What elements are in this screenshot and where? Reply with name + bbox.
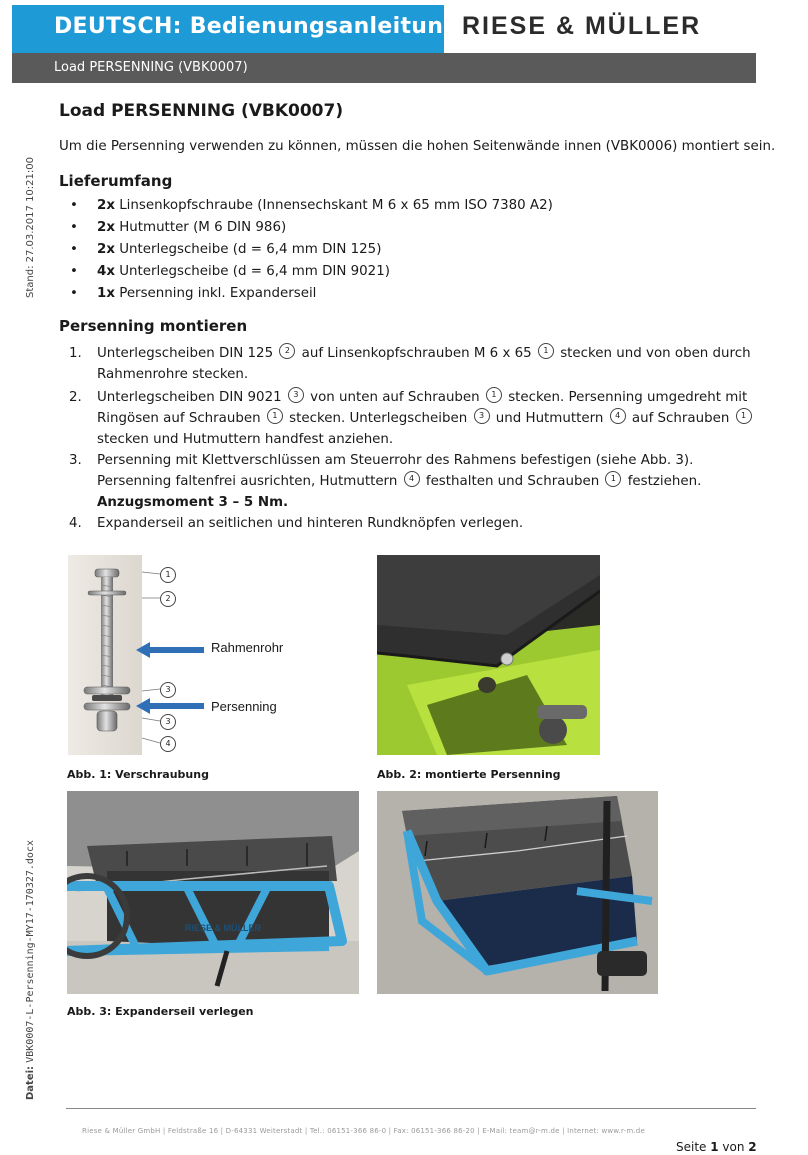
list-item: • 2x Hutmutter (M 6 DIN 986) xyxy=(68,218,553,240)
figure-3b-photo xyxy=(377,791,658,994)
file-label: Datei: xyxy=(25,1065,36,1100)
page-number: Seite 1 von 2 xyxy=(676,1140,757,1154)
mounted-cover-illustration xyxy=(377,555,600,755)
callout-number: 1 xyxy=(160,567,176,583)
steps-list xyxy=(60,343,780,534)
page-title: Load PERSENNING (VBK0007) xyxy=(59,101,344,121)
footer-address: Riese & Müller GmbH | Feldstraße 16 | D-64331 Weiterstadt | Tel.: 06151-366 86-0 | Fax: 06151-366 86-20 | E-Mail: team@r-m.de | Internet: www.r-m.de xyxy=(82,1127,645,1135)
frame-brand-label: RIESE & MÜLLER xyxy=(185,923,262,933)
bolt-illustration xyxy=(68,555,142,755)
list-item: • 4x Unterlegscheibe (d = 6,4 mm DIN 9021) xyxy=(68,262,553,284)
figure-3a-photo xyxy=(67,791,359,994)
scope-list xyxy=(68,196,553,306)
callout-number: 4 xyxy=(160,736,176,752)
part-marker: 3 xyxy=(288,387,304,403)
figure-2-photo xyxy=(377,555,600,755)
caption-figure-1: Abb. 1: Verschraubung xyxy=(67,768,209,781)
torque-spec: Anzugsmoment 3 – 5 Nm. xyxy=(97,495,289,510)
step-3: 3. Persenning mit Klettverschlüssen am Steuerrohr des Rahmens befestigen (siehe Abb. 3). Persenning faltenfrei ausrichten, Hutmuttern 4 festhalten und Schrauben 1 festziehen. Anzugsmoment 3 – 5 Nm. xyxy=(69,453,702,510)
list-item: • 1x Persenning inkl. Expanderseil xyxy=(68,284,553,306)
brand-logo: RIESE & MÜLLER xyxy=(462,12,702,40)
cargo-bike-front-illustration xyxy=(377,791,658,994)
callout-number: 2 xyxy=(160,591,176,607)
arrow-left-icon xyxy=(136,698,204,714)
header-title: DEUTSCH: Bedienungsanleitung xyxy=(54,14,460,39)
part-marker: 1 xyxy=(538,343,554,359)
part-marker: 1 xyxy=(605,471,621,487)
arrow-left-icon xyxy=(136,642,204,658)
stand-date: Stand: 27.03.2017 10:21:00 xyxy=(25,157,36,298)
caption-figure-2: Abb. 2: montierte Persenning xyxy=(377,768,561,781)
step-1: 1. Unterlegscheiben DIN 125 2 auf Linsenkopfschrauben M 6 x 65 1 stecken und von oben durch Rahmenrohre stecken. xyxy=(60,343,780,385)
cargo-bike-side-illustration xyxy=(67,791,359,994)
step-2: 2. Unterlegscheiben DIN 9021 3 von unten auf Schrauben 1 stecken. Persenning umgedreht mit Ringösen auf Schrauben 1 stecken. Unterlegscheiben 3 und Hutmuttern 4 auf Schrauben 1 stecken und Hutmuttern handfest anziehen. xyxy=(60,387,780,450)
part-marker: 2 xyxy=(279,343,295,359)
scope-heading: Lieferumfang xyxy=(59,172,173,190)
mount-heading: Persenning montieren xyxy=(59,317,248,335)
step-4: 4. Expanderseil an seitlichen und hinteren Rundknöpfen verlegen. xyxy=(69,516,524,531)
list-item: • 2x Unterlegscheibe (d = 6,4 mm DIN 125) xyxy=(68,240,553,262)
subheader-title: Load PERSENNING (VBK0007) xyxy=(54,60,248,75)
part-marker: 1 xyxy=(486,387,502,403)
list-item: • 2x Linsenkopfschraube (Innensechskant M 6 x 65 mm ISO 7380 A2) xyxy=(68,196,553,218)
file-name xyxy=(25,840,36,1100)
footer-divider xyxy=(66,1108,756,1109)
part-marker: 1 xyxy=(736,408,752,424)
callout-rahmenrohr: Rahmenrohr xyxy=(211,640,284,655)
figure-1-photo xyxy=(68,555,142,755)
callout-number: 3 xyxy=(160,682,176,698)
callout-persenning: Persenning xyxy=(211,699,277,714)
callout-number: 3 xyxy=(160,714,176,730)
file-value: VBK0007-L-Persenning-MY17-170327.docx xyxy=(25,840,36,1063)
part-marker: 4 xyxy=(610,408,626,424)
part-marker: 4 xyxy=(404,471,420,487)
intro-text: Um die Persenning verwenden zu können, müssen die hohen Seitenwände innen (VBK0006) montiert sein. xyxy=(59,139,776,154)
arrow-icons xyxy=(136,638,206,718)
part-marker: 1 xyxy=(267,408,283,424)
caption-figure-3: Abb. 3: Expanderseil verlegen xyxy=(67,1005,254,1018)
part-marker: 3 xyxy=(474,408,490,424)
